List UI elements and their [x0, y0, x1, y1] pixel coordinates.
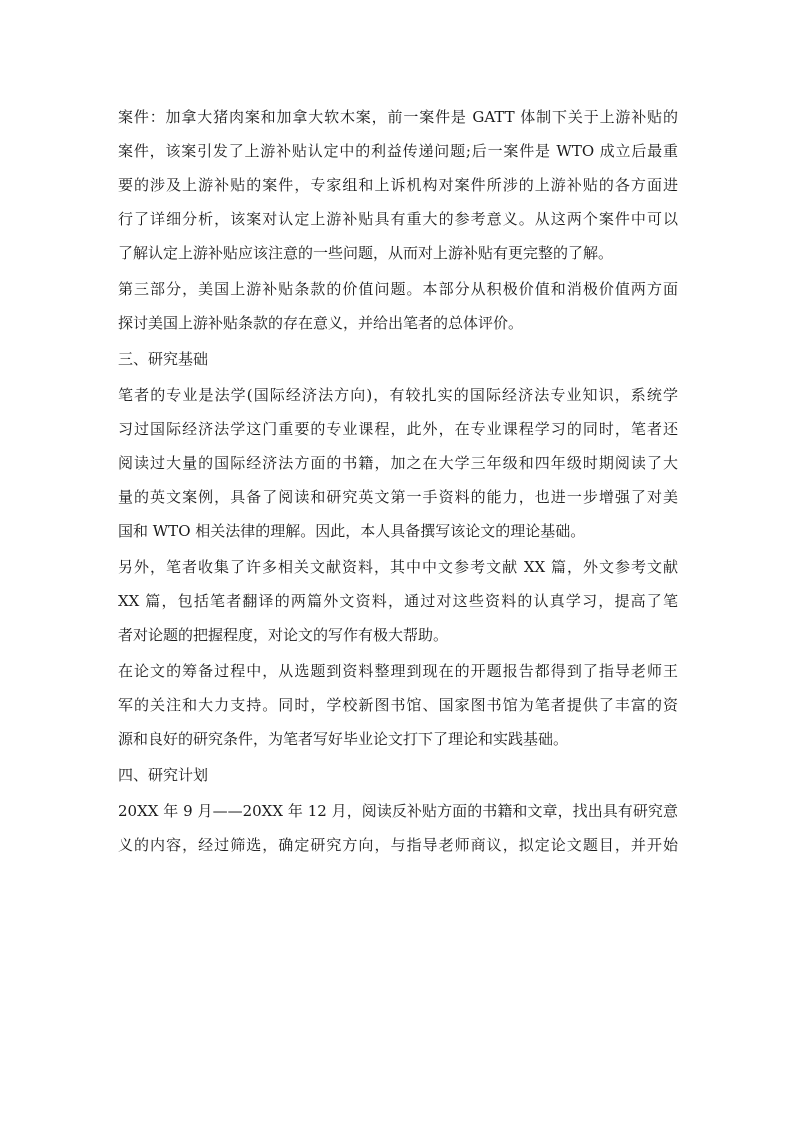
text-line: 案件：加拿大猪肉案和加拿大软木案，前一案件是 GATT 体制下关于上游补贴的: [118, 108, 678, 126]
paragraph-major-background: [118, 378, 678, 548]
text-line: 者对论题的把握程度，对论文的写作有极大帮助。: [118, 626, 449, 644]
text-line: 另外，笔者收集了许多相关文献资料，其中中文参考文献 XX 篇，外文参考文献: [118, 558, 678, 576]
text-line: 20XX 年 9 月——20XX 年 12 月，阅读反补贴方面的书籍和文章，找出具有研究意: [118, 802, 678, 820]
text-line: 第三部分，美国上游补贴条款的价值问题。本部分从积极价值和消极价值两方面: [118, 280, 678, 298]
text-line: 军的关注和大力支持。同时，学校新图书馆、国家图书馆为笔者提供了丰富的资: [118, 696, 678, 714]
section-heading-research-plan: 四、研究计划: [118, 766, 209, 784]
text-line: 探讨美国上游补贴条款的存在意义，并给出笔者的总体评价。: [118, 314, 524, 332]
text-line: 义的内容，经过筛选，确定研究方向，与指导老师商议，拟定论文题目，并开始: [118, 836, 678, 854]
text-line: 量的英文案例，具备了阅读和研究英文第一手资料的能力，也进一步增强了对美: [118, 488, 678, 506]
text-line: 习过国际经济法学这门重要的专业课程，此外，在专业课程学习的同时，笔者还: [118, 420, 678, 438]
paragraph-part-three: [118, 272, 678, 340]
text-line: 要的涉及上游补贴的案件，专家组和上诉机构对案件所涉的上游补贴的各方面进: [118, 176, 678, 194]
text-line: 行了详细分析，该案对认定上游补贴具有重大的参考意义。从这两个案件中可以: [118, 210, 678, 228]
text-line: 阅读过大量的国际经济法方面的书籍，加之在大学三年级和四年级时期阅读了大: [118, 454, 678, 472]
text-line: XX 篇，包括笔者翻译的两篇外文资料，通过对这些资料的认真学习，提高了笔: [118, 592, 678, 610]
text-line: 案件，该案引发了上游补贴认定中的利益传递问题;后一案件是 WTO 成立后最重: [118, 142, 678, 160]
paragraph-case-analysis: [118, 100, 678, 270]
section-heading-research-basis: 三、研究基础: [118, 350, 209, 368]
paragraph-references: [118, 550, 678, 652]
paragraph-schedule: [118, 794, 678, 862]
document-body: [118, 100, 678, 862]
text-line: 了解认定上游补贴应该注意的一些问题，从而对上游补贴有更完整的了解。: [118, 244, 614, 262]
text-line: 国和 WTO 相关法律的理解。因此，本人具备撰写该论文的理论基础。: [118, 522, 586, 540]
text-line: 源和良好的研究条件，为笔者写好毕业论文打下了理论和实践基础。: [118, 730, 569, 748]
paragraph-preparation: [118, 654, 678, 756]
text-line: 笔者的专业是法学(国际经济法方向)，有较扎实的国际经济法专业知识，系统学: [118, 386, 678, 404]
text-line: 在论文的筹备过程中，从选题到资料整理到现在的开题报告都得到了指导老师王: [118, 662, 678, 680]
